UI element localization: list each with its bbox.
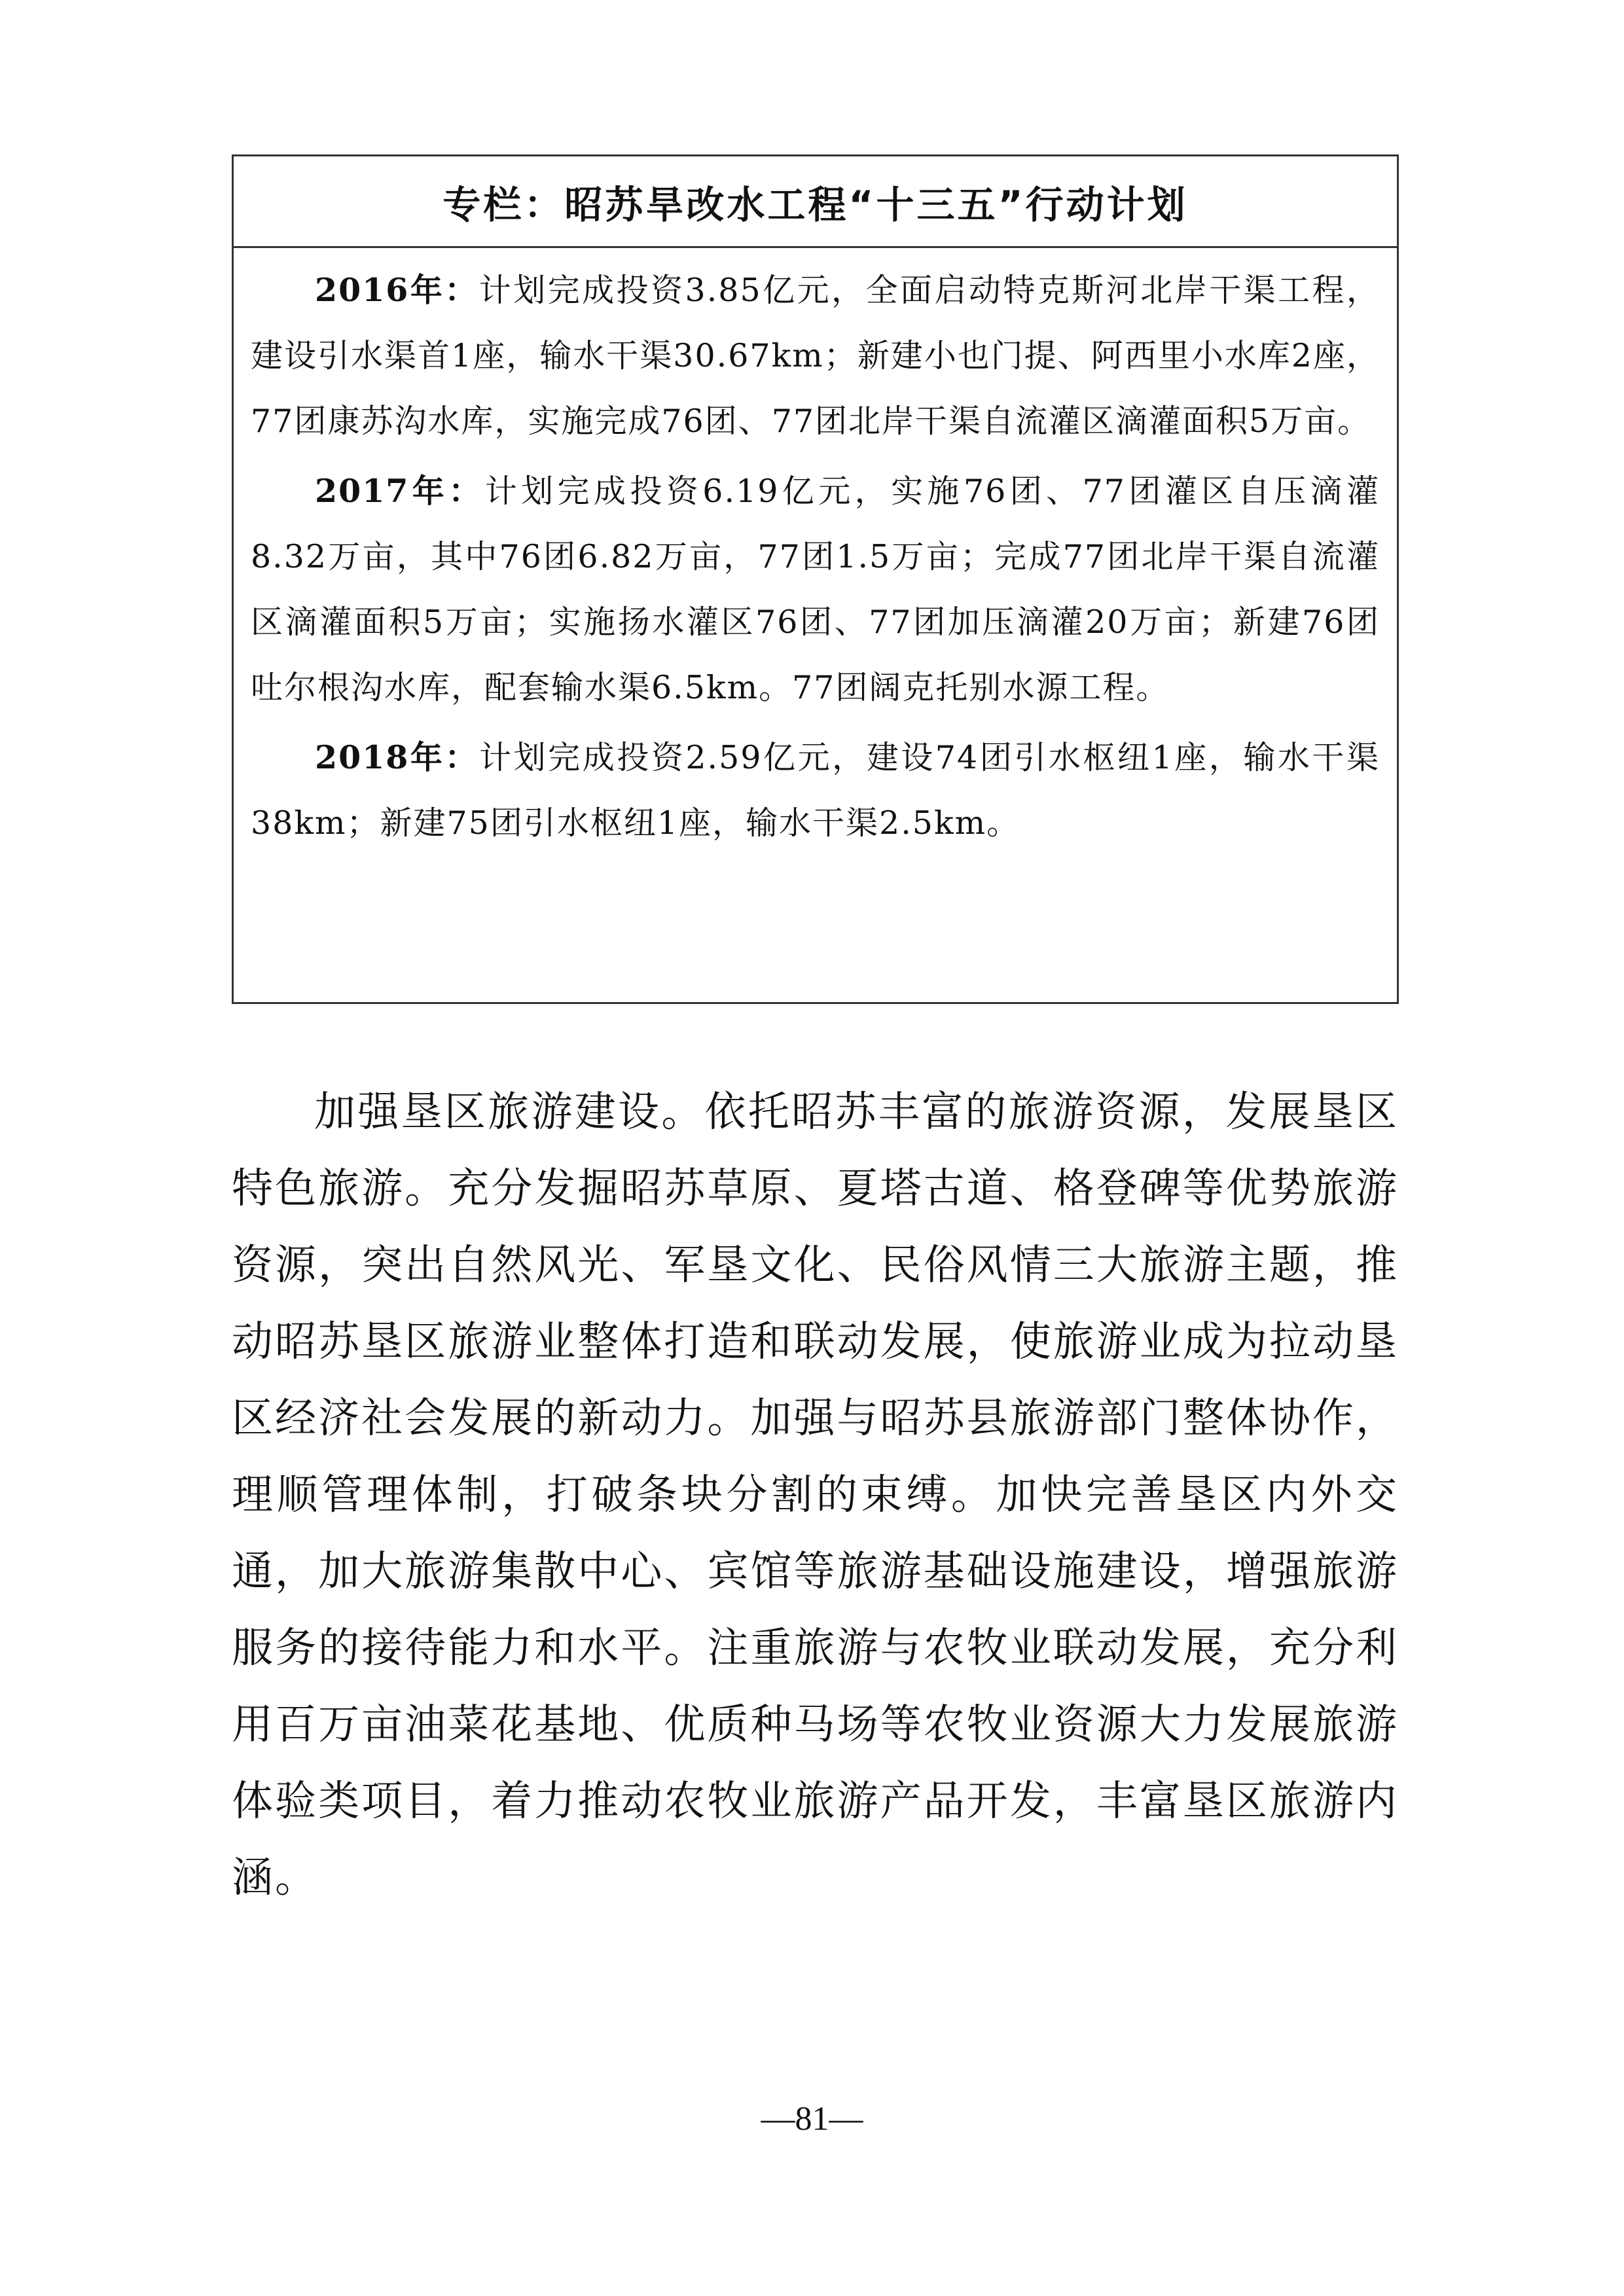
paragraph-text: 计划完成投资2.59亿元，建设74团引水枢纽1座，输水干渠38km；新建75团引水枢纽1座，输水干渠2.5km。 xyxy=(251,739,1380,842)
column-paragraph-2016 xyxy=(251,257,1380,454)
year-label: 2017年： xyxy=(315,472,485,510)
column-body xyxy=(234,248,1397,856)
year-label: 2016年： xyxy=(315,271,479,309)
paragraph-text: 计划完成投资3.85亿元，全面启动特克斯河北岸干渠工程，建设引水渠首1座，输水干渠30.67km；新建小也门提、阿西里小水库2座，77团康苏沟水库，实施完成76团、77团北岸干渠自流灌区滴灌面积5万亩。 xyxy=(251,272,1380,440)
paragraph-lead-heading: 加强垦区旅游建设。 xyxy=(314,1088,705,1136)
column-title: 专栏：昭苏旱改水工程“十三五”行动计划 xyxy=(234,156,1397,248)
column-paragraph-2017 xyxy=(251,458,1380,721)
column-paragraph-2018 xyxy=(251,725,1380,856)
year-label: 2018年： xyxy=(315,738,480,776)
tourism-paragraph xyxy=(232,1073,1399,1916)
paragraph-text: 依托昭苏丰富的旅游资源，发展垦区特色旅游。充分发掘昭苏草原、夏塔古道、格登碑等优势旅游资源，突出自然风光、军垦文化、民俗风情三大旅游主题，推动昭苏垦区旅游业整体打造和联动发展，使旅游业成为拉动垦区经济社会发展的新动力。加强与昭苏县旅游部门整体协作，理顺管理体制，打破条块分割的束缚。加快完善垦区内外交通，加大旅游集散中心、宾馆等旅游基础设施建设，增强旅游服务的接待能力和水平。注重旅游与农牧业联动发展，充分利用百万亩油菜花基地、优质种马场等农牧业资源大力发展旅游体验类项目，着力推动农牧业旅游产品开发，丰富垦区旅游内涵。 xyxy=(232,1088,1399,1901)
special-column-box xyxy=(232,154,1399,1004)
paragraph-text: 计划完成投资6.19亿元，实施76团、77团灌区自压滴灌8.32万亩，其中76团6.82万亩，77团1.5万亩；完成77团北岸干渠自流灌区滴灌面积5万亩；实施扬水灌区76团、77团加压滴灌20万亩；新建76团吐尔根沟水库，配套输水渠6.5km。77团阔克托别水源工程。 xyxy=(251,473,1380,706)
page-number: —81— xyxy=(761,2100,863,2138)
